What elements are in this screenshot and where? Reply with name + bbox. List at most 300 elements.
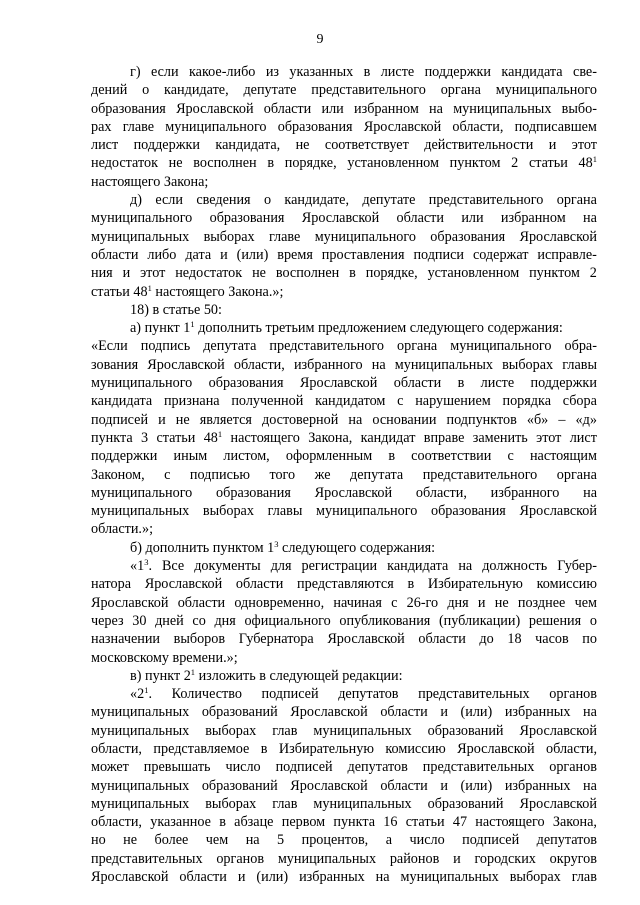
word: порядке, [365, 265, 418, 282]
word: превышать [143, 759, 211, 776]
word: в [219, 814, 226, 831]
word: статьи [156, 429, 196, 446]
word: Губер- [557, 558, 597, 575]
word: заменить [472, 429, 528, 446]
text-line [91, 777, 597, 795]
word: муниципальных [453, 100, 552, 117]
word: изложить в следующей редакции: [195, 667, 403, 684]
text-line [91, 831, 597, 849]
word: кандидата [387, 558, 449, 575]
word: с [391, 594, 398, 611]
word: области, [546, 740, 597, 757]
word: представляемое [153, 740, 250, 757]
word: если [155, 192, 183, 209]
word: муниципальных [277, 850, 377, 867]
word: депутате [243, 82, 297, 99]
word: Избирательную [427, 576, 523, 593]
word: какое-либо [188, 64, 256, 80]
word: д) [130, 192, 142, 209]
word: области [396, 210, 444, 227]
word: первом [281, 814, 326, 831]
word: кандидата [501, 64, 563, 80]
word: либо [147, 246, 177, 263]
superscript: 3 [274, 538, 279, 549]
text-line [91, 228, 597, 246]
text-line [91, 685, 597, 703]
superscript: 3 [144, 557, 149, 568]
text-line [91, 612, 597, 630]
word: до [479, 631, 494, 648]
superscript: 1 [592, 154, 597, 165]
word: с [164, 466, 171, 483]
word: Ярославской [363, 118, 442, 135]
word: главе [122, 118, 155, 135]
word: муниципальных [91, 228, 190, 245]
word: 30 [132, 612, 147, 629]
word: 18 [507, 631, 522, 648]
word: Ярославской [314, 484, 393, 501]
word: представительного [269, 338, 384, 355]
word: городских [474, 850, 536, 867]
word: по [582, 631, 597, 648]
word: главы [267, 503, 303, 520]
word: нарушением [415, 393, 491, 410]
word: муниципального [450, 338, 552, 355]
superscript: 1 [190, 666, 196, 677]
word: более [154, 832, 189, 849]
word: образования [216, 484, 291, 501]
word: све- [573, 64, 597, 80]
word: – [558, 411, 566, 428]
word: подписей [275, 759, 333, 776]
word: образования [209, 210, 285, 227]
text-line [91, 575, 597, 593]
word: области [179, 869, 227, 886]
word: признана [163, 393, 220, 410]
word: настоящего Закона; [91, 173, 209, 190]
word: области, [233, 356, 285, 373]
word: документы [194, 558, 261, 575]
text-line [91, 484, 597, 502]
word: одновременно, [234, 594, 325, 611]
word: поддержки [530, 375, 597, 392]
word: настоящим [529, 448, 597, 465]
word: этот [140, 265, 166, 282]
word: кандидат [360, 429, 416, 446]
word: депутатов [536, 832, 597, 849]
word: главы [562, 356, 597, 373]
word: выборах [509, 869, 561, 886]
word: районов [389, 850, 440, 867]
word: восполнен [275, 265, 340, 282]
word: на [583, 777, 597, 794]
word: полученной [231, 393, 304, 410]
word: области [263, 100, 312, 117]
word: следующего содержания: [278, 539, 436, 556]
word: 48 [578, 155, 593, 172]
word: позднее [517, 594, 566, 611]
word: Ярославской [290, 777, 368, 794]
word: глав [272, 722, 298, 739]
word: 16 [383, 814, 398, 831]
word: или [461, 210, 484, 227]
word: обра- [564, 338, 597, 355]
word: образования [430, 228, 506, 245]
word: поддержки [424, 64, 491, 80]
word: с [507, 448, 514, 465]
word: образований [201, 704, 278, 721]
word: области [393, 375, 442, 392]
word: (публикации) [438, 612, 521, 629]
word: области [235, 576, 284, 593]
word: натора [91, 576, 132, 593]
word: Законом, [91, 466, 145, 483]
text-line [91, 703, 597, 721]
word: Количество [171, 686, 242, 703]
word: выборах [502, 356, 554, 373]
word: Ярославской [147, 356, 225, 373]
word: муниципальных [91, 704, 190, 721]
word: главе [268, 228, 301, 245]
superscript: 1 [144, 685, 149, 696]
word: число [225, 759, 261, 776]
word: (или) [460, 704, 493, 721]
word: г) [130, 64, 141, 80]
word: 18) в статье 50: [130, 301, 222, 318]
word: органов [549, 759, 597, 776]
word: на [375, 869, 390, 886]
word: кандидатом [315, 393, 386, 410]
word: не [168, 155, 183, 172]
word: чем [574, 594, 597, 611]
word: в [407, 576, 415, 593]
word: число [409, 832, 445, 849]
page-number: 9 [316, 32, 324, 47]
word: дней [155, 612, 184, 629]
word: (или) [460, 777, 493, 794]
word: основании [372, 411, 437, 428]
word: не [252, 265, 266, 282]
word: . [148, 686, 152, 703]
word: в [363, 64, 371, 80]
word: избранных [299, 869, 365, 886]
text-line [91, 868, 597, 886]
word: 5 [277, 832, 285, 849]
word: сбора [562, 393, 597, 410]
text-line [91, 173, 597, 191]
word: не [295, 137, 310, 154]
word: и [477, 594, 486, 611]
word: вправе [423, 429, 465, 446]
superscript: 1 [190, 319, 195, 330]
text-line [91, 594, 597, 612]
word: Губернатора [238, 631, 314, 648]
text-line [91, 795, 597, 813]
word: настоящего Закона.»; [151, 283, 284, 300]
word: не [123, 832, 138, 849]
word: ния [91, 265, 113, 282]
word: на [583, 704, 597, 721]
word: области, [91, 814, 142, 831]
text-line [91, 539, 597, 557]
word: органа [556, 192, 597, 209]
word: оформленным [285, 448, 373, 465]
word: иным [173, 448, 208, 465]
word: избранного [490, 484, 560, 501]
word: органов [549, 686, 597, 703]
word: действительности [424, 137, 534, 154]
word: представительных [418, 686, 530, 703]
word: подписей [462, 832, 520, 849]
word: а) пункт 1 [130, 320, 191, 337]
word: образования [277, 118, 353, 135]
word: подпунктов [446, 411, 517, 428]
word: о [589, 612, 597, 629]
word: б) дополнить пунктом 1 [130, 539, 275, 556]
word: 3 [141, 429, 149, 446]
text-line [91, 100, 597, 118]
word: может [91, 759, 129, 776]
word: указанное [150, 814, 211, 831]
word: Ярославской [519, 795, 597, 812]
word: достоверной [261, 411, 339, 428]
word: подписей [261, 686, 319, 703]
word: содержат [472, 246, 529, 263]
text-line [91, 319, 597, 337]
word: «2 [130, 686, 145, 703]
word: Закона, [308, 429, 353, 446]
text-line [91, 209, 597, 227]
word: комиссию [536, 576, 597, 593]
word: через [91, 612, 124, 629]
word: органа [556, 466, 597, 483]
word: муниципального [91, 375, 193, 392]
word: зования [91, 356, 139, 373]
word: Ярославской [327, 631, 405, 648]
word: с [397, 393, 404, 410]
word: на [458, 558, 473, 575]
word: глав [571, 869, 597, 886]
word: Закона, [552, 814, 597, 831]
word: но [91, 832, 106, 849]
word: муниципальных [400, 869, 499, 886]
text-line [91, 136, 597, 154]
word: подписавшем [514, 118, 597, 135]
word: глав [272, 795, 298, 812]
word: 2 [589, 265, 597, 282]
word: из [265, 64, 280, 80]
word: представительных [91, 850, 203, 867]
word: порядке, [284, 155, 337, 172]
word: назначении [91, 631, 161, 648]
text-line [91, 447, 597, 465]
word: в [388, 448, 396, 465]
word: на [371, 356, 386, 373]
word: муниципальных [91, 503, 190, 520]
text-line [91, 264, 597, 282]
word: выборах [205, 795, 257, 812]
word: выборах [203, 228, 255, 245]
word: Ярославской [290, 704, 368, 721]
word: образования [91, 100, 166, 117]
word: на [348, 411, 363, 428]
word: представительного [311, 82, 426, 99]
superscript: 1 [147, 282, 152, 293]
word: должность [482, 558, 548, 575]
word: дня [447, 594, 469, 611]
word: представляются [297, 576, 394, 593]
word: области, [452, 118, 504, 135]
word: в [260, 740, 268, 757]
word: области [418, 631, 466, 648]
word: . [148, 558, 152, 575]
word: является [199, 411, 252, 428]
word: подписей [91, 411, 149, 428]
text-line [91, 374, 597, 392]
word: рах [91, 118, 112, 135]
text-line [91, 301, 597, 319]
word: опубликования [339, 612, 431, 629]
word: кандидата [91, 393, 153, 410]
word: пунктом [449, 155, 501, 172]
word: Ярославской [299, 375, 378, 392]
word: муниципального [495, 82, 597, 99]
word: настоящего [475, 814, 545, 831]
word: муниципальных [313, 722, 412, 739]
word: московскому времени.»; [91, 649, 238, 666]
word: указанных [289, 64, 354, 80]
word: избранном [500, 210, 566, 227]
text-line [91, 411, 597, 429]
word: Ярославской [301, 210, 380, 227]
word: депутатов [347, 759, 408, 776]
word: комиссию [385, 740, 446, 757]
word: представительного [422, 466, 538, 483]
word: образования [431, 503, 506, 520]
word: области.»; [91, 521, 154, 538]
word-group [130, 685, 152, 703]
word: этот [571, 137, 597, 154]
word: выборов [173, 631, 226, 648]
word: статьи [528, 155, 568, 172]
word: со [192, 612, 206, 629]
word: (или) [236, 246, 269, 263]
word: (или) [256, 869, 289, 886]
text-line [91, 356, 597, 374]
word: депутата [203, 338, 257, 355]
word: восполнен [193, 155, 257, 172]
word: «д» [575, 411, 597, 428]
word: если [150, 64, 179, 80]
word: недостаток [175, 265, 243, 282]
text-line [91, 813, 597, 831]
word: муниципальных [91, 722, 190, 739]
word: не [494, 594, 509, 611]
word: Ярославской [176, 100, 254, 117]
word: Ярославской [457, 740, 535, 757]
word: выборах [205, 722, 257, 739]
text-line [91, 283, 597, 301]
word: или [321, 100, 344, 117]
word: муниципального [91, 210, 193, 227]
word: на [583, 484, 597, 501]
word: лист [91, 137, 119, 154]
word: на [429, 100, 443, 117]
word: о [142, 82, 150, 99]
word: выборах [202, 503, 254, 520]
word: области [177, 594, 226, 611]
word-group [130, 539, 278, 557]
word: подписи [413, 246, 465, 263]
word: проставления [321, 246, 405, 263]
word: представительных [422, 759, 535, 776]
word: пункта [333, 814, 376, 831]
word-group [579, 154, 597, 172]
word: представительного [428, 192, 544, 209]
word: кандидате, [164, 82, 229, 99]
word: муниципальных [91, 777, 190, 794]
word: листом, [223, 448, 270, 465]
word: органа [397, 338, 438, 355]
word: избранном [354, 100, 419, 117]
word: муниципальных [313, 795, 412, 812]
word: и [237, 869, 246, 886]
text-line [91, 63, 597, 81]
word: и [220, 246, 228, 263]
text-line [91, 740, 597, 758]
word: округов [549, 850, 597, 867]
word: пункта [91, 429, 133, 446]
text-line [91, 81, 597, 99]
word: 48 [203, 429, 218, 446]
word: официального [244, 612, 331, 629]
word: в [267, 155, 275, 172]
word: в) пункт 2 [130, 667, 191, 684]
word: не [175, 411, 190, 428]
word: дополнить третьим предложением следующего содержания: [194, 320, 563, 337]
word: того [269, 466, 296, 483]
word: Ярославской [519, 722, 597, 739]
word: Ярославской [519, 503, 597, 520]
word: органов [216, 850, 265, 867]
word: депутата [350, 466, 404, 483]
word: установленном [347, 155, 439, 172]
text-line [91, 429, 597, 447]
word: Избирательную [278, 740, 374, 757]
text-line [91, 520, 597, 538]
word: и [122, 265, 131, 282]
word: кандидата, [215, 137, 281, 154]
word: подпись [140, 338, 191, 355]
word: образований [427, 795, 504, 812]
word: и [440, 777, 448, 794]
text-line [91, 337, 597, 355]
text-line [91, 667, 597, 685]
word: Ярославской [519, 228, 597, 245]
word: и [548, 137, 557, 154]
word: же [314, 466, 331, 483]
word: дений [91, 82, 128, 99]
word: 47 [452, 814, 468, 831]
word: и [440, 704, 448, 721]
word: муниципальных [394, 356, 493, 373]
word: 2 [511, 155, 519, 172]
word-group [130, 557, 152, 575]
word: о [263, 192, 272, 209]
word: регистрации [301, 558, 378, 575]
word: Ярославской [144, 576, 223, 593]
word: «б» [526, 411, 549, 428]
